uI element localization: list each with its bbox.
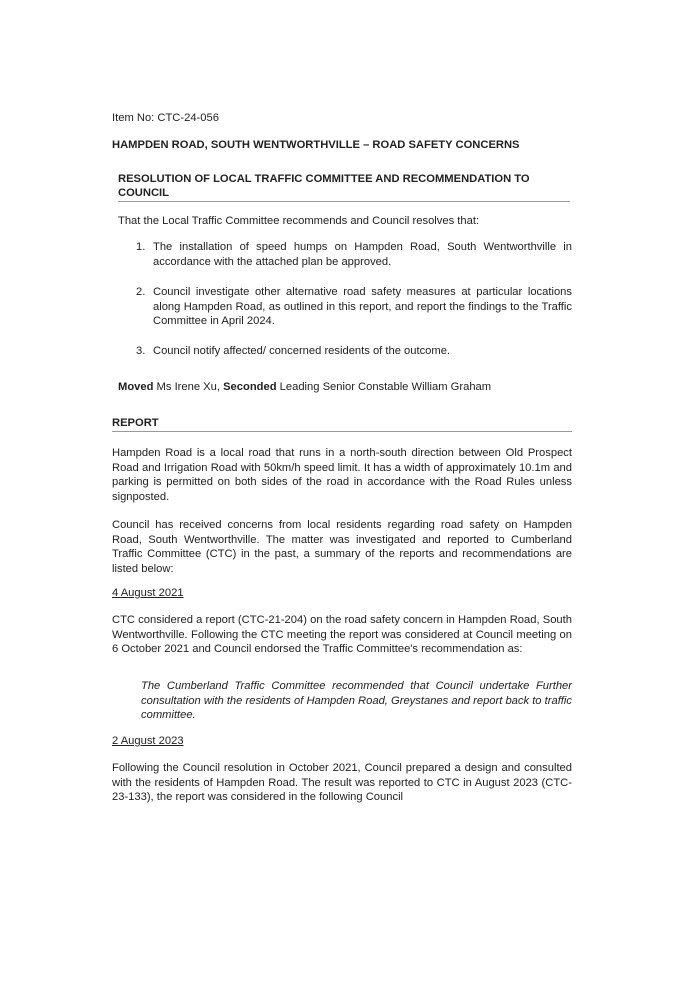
moved-seconded-line: [118, 380, 491, 395]
resolution-list-item: [136, 344, 572, 359]
resolution-list-item: [136, 240, 572, 269]
list-item-number: 2.: [136, 286, 146, 298]
date-heading-2: 2 August 2023: [112, 735, 184, 747]
seconded-label: Seconded: [223, 381, 277, 393]
moved-by: Ms Irene Xu,: [153, 381, 224, 393]
list-item-text: The installation of speed humps on Hampden Road, South Wentworthville in accordance with the attached plan be approved.: [153, 241, 572, 268]
page-title: HAMPDEN ROAD, SOUTH WENTWORTHVILLE – ROAD SAFETY CONCERNS: [112, 139, 520, 151]
report-paragraph-4: Following the Council resolution in October 2021, Council prepared a design and consulted with the residents of Hampden Road. The result was reported to CTC in August 2023 (CTC-23-133), the report was considered in the following Council: [112, 762, 572, 804]
date-heading-1: 4 August 2021: [112, 587, 184, 599]
list-item-number: 1.: [136, 241, 146, 253]
moved-label: Moved: [118, 381, 154, 393]
resolution-list-item: [136, 285, 572, 329]
resolution-heading: RESOLUTION OF LOCAL TRAFFIC COMMITTEE AND RECOMMENDATION TO COUNCIL: [118, 173, 530, 199]
report-heading-rule: [112, 431, 572, 432]
resolution-intro: That the Local Traffic Committee recommends and Council resolves that:: [118, 215, 480, 227]
report-heading: REPORT: [112, 417, 159, 429]
report-paragraph-1: Hampden Road is a local road that runs in a north-south direction between Old Prospect Road and Irrigation Road with 50km/h speed limit. It has a width of approximately 10.1m and parking is permitted on both sides of the road in accordance with the Road Rules unless signposted.: [112, 447, 572, 503]
list-item-text: Council investigate other alternative road safety measures at particular locations along Hampden Road, as outlined in this report, and report the findings to the Traffic Committee in April 2024.: [153, 286, 572, 328]
resolution-heading-rule: [118, 201, 570, 202]
list-item-text: Council notify affected/ concerned residents of the outcome.: [153, 345, 451, 357]
seconded-by: Leading Senior Constable William Graham: [276, 381, 492, 393]
item-number: Item No: CTC-24-056: [112, 112, 219, 124]
recommendation-quote: The Cumberland Traffic Committee recommended that Council undertake Further consultation with the residents of Hampden Road, Greystanes and report back to traffic committee.: [141, 680, 572, 722]
report-paragraph-3: CTC considered a report (CTC-21-204) on the road safety concern in Hampden Road, South Wentworthville. Following the CTC meeting the report was considered at Council meeting on 6 October 2021 and Council endorsed the Traffic Committee's recommendation as:: [112, 614, 572, 656]
list-item-number: 3.: [136, 345, 146, 357]
report-paragraph-2: Council has received concerns from local residents regarding road safety on Hampden Road, South Wentworthville. The matter was investigated and reported to Cumberland Traffic Committee (CTC) in the past, a summary of the reports and recommendations are listed below:: [112, 519, 572, 575]
